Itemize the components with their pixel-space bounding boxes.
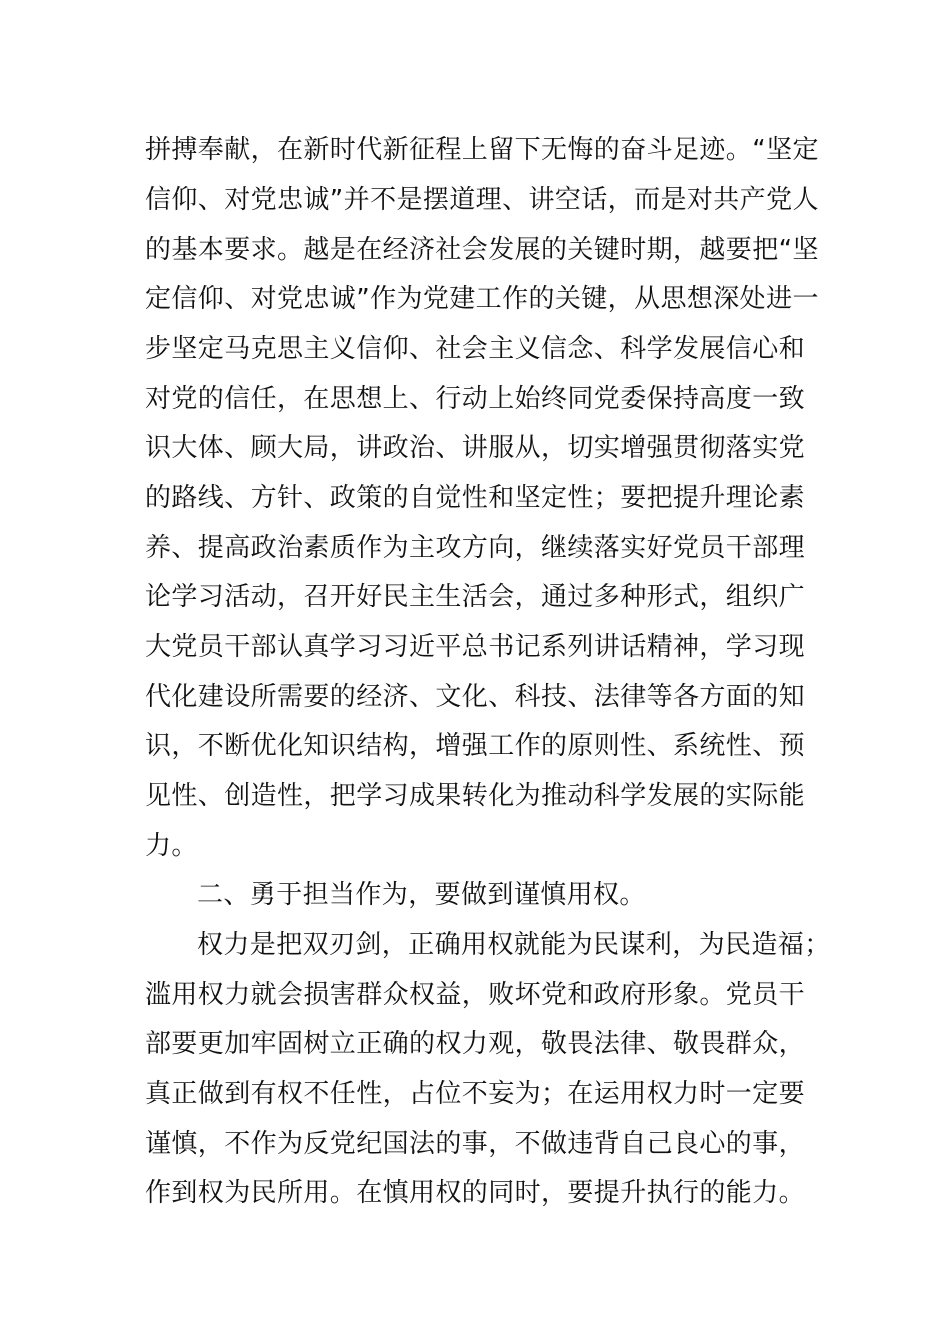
text-line: 见性、创造性，把学习成果转化为推动科学发展的实际能 (145, 781, 806, 811)
text-line: 的路线、方针、政策的自觉性和坚定性；要把提升理论素 (145, 483, 806, 513)
text-line: 滥用权力就会损害群众权益，败坏党和政府形象。党员干 (145, 980, 806, 1010)
text-line: 作到权为民所用。在慎用权的同时，要提升执行的能力。 (145, 1178, 806, 1208)
text-line: 养、提高政治素质作为主攻方向，继续落实好党员干部理 (145, 533, 806, 563)
text-line: 部要更加牢固树立正确的权力观，敬畏法律、敬畏群众， (145, 1029, 806, 1059)
text-line: 步坚定马克思主义信仰、社会主义信念、科学发展信心和 (145, 334, 806, 364)
text-line: 信仰、对党忠诚”并不是摆道理、讲空话，而是对共产党人 (145, 185, 819, 215)
text-line: 谨慎，不作为反党纪国法的事，不做违背自己良心的事， (145, 1129, 806, 1159)
text-line: 论学习活动，召开好民主生活会，通过多种形式，组织广 (145, 582, 806, 612)
text-line: 拼搏奉献，在新时代新征程上留下无悔的奋斗足迹。“坚定 (145, 135, 819, 165)
text-line: 识，不断优化知识结构，增强工作的原则性、系统性、预 (145, 731, 806, 761)
text-line: 的基本要求。越是在经济社会发展的关键时期，越要把“坚 (145, 235, 819, 265)
text-line: 大党员干部认真学习习近平总书记系列讲话精神，学习现 (145, 632, 806, 662)
text-line: 定信仰、对党忠诚”作为党建工作的关键，从思想深处进一 (145, 284, 819, 314)
text-line: 对党的信任，在思想上、行动上始终同党委保持高度一致 (145, 384, 806, 414)
text-line: 识大体、顾大局，讲政治、讲服从，切实增强贯彻落实党 (145, 433, 806, 463)
text-line: 力。 (145, 831, 198, 861)
text-line: 代化建设所需要的经济、文化、科技、法律等各方面的知 (145, 682, 806, 712)
text-line: 真正做到有权不任性，占位不妄为；在运用权力时一定要 (145, 1079, 806, 1109)
section-heading: 二、勇于担当作为，要做到谨慎用权。 (197, 880, 646, 910)
paragraph-first-line: 权力是把双刃剑，正确用权就能为民谋利，为民造福； (197, 930, 831, 960)
